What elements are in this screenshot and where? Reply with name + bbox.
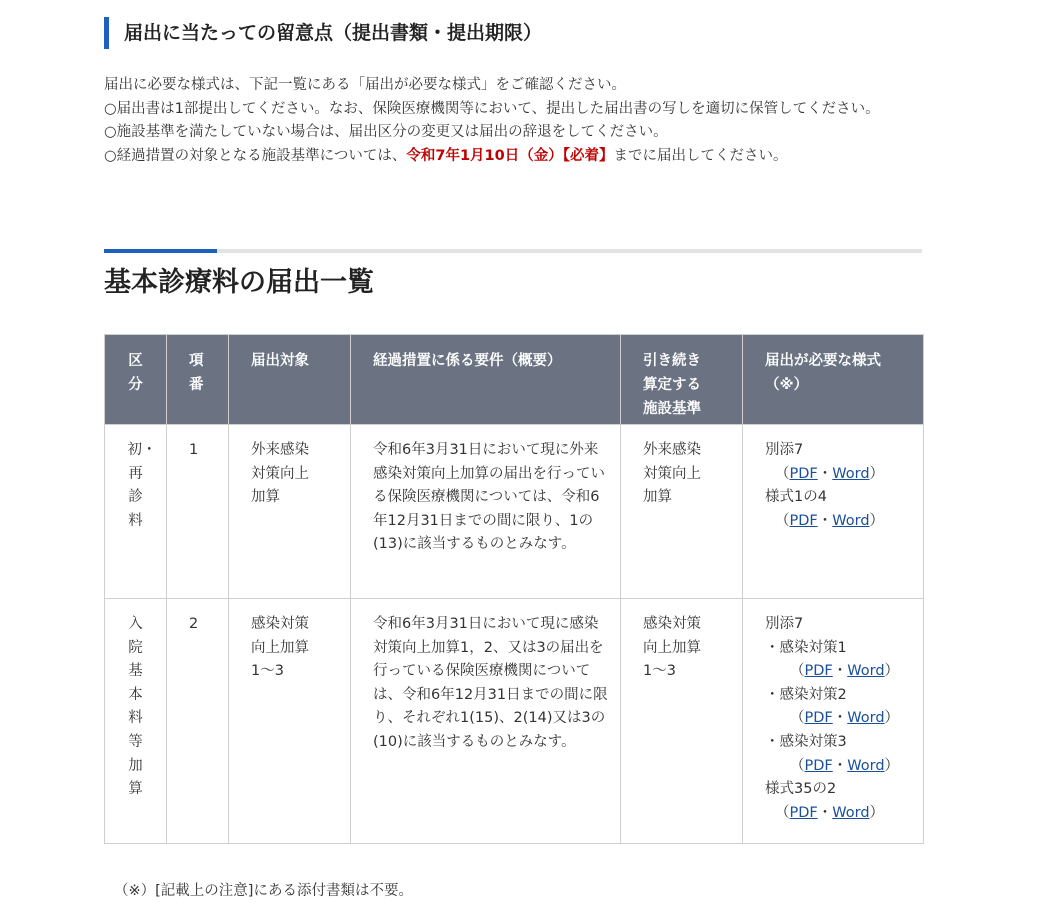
cell-target: 外来感染対策向上加算 [229, 425, 351, 599]
form-links: （PDF・Word） [790, 757, 900, 774]
form-links: （PDF・Word） [775, 804, 885, 821]
pdf-link[interactable]: PDF [789, 512, 818, 529]
filing-table [104, 334, 924, 844]
cell-forms [743, 599, 924, 844]
cell-requirement: 令和6年3月31日において現に外来感染対策向上加算の届出を行っている保険医療機関については、令和6年12月31日までの間に限り、1の(13)に該当するものとみなす。 [351, 425, 621, 599]
notice-line-4-pre: ○経過措置の対象となる施設基準については、 [104, 147, 407, 164]
header-no: 項番 [167, 335, 229, 425]
header-kubun: 区分 [105, 335, 167, 425]
form-links: （PDF・Word） [790, 710, 900, 727]
form-name: 別添7 [765, 442, 804, 458]
deadline-emphasis: 令和7年1月10日（金）【必着】 [406, 147, 614, 164]
cell-requirement: 令和6年3月31日において現に感染対策向上加算1，2、又は3の届出を行っている保険医療機関については、令和6年12月31日までの間に限り、それぞれ1(15)、2(14)又は3の(10)に該当するものとみなす。 [351, 599, 621, 844]
form-links: （PDF・Word） [775, 512, 885, 529]
header-forms: 届出が必要な様式（※） [743, 335, 924, 425]
word-link[interactable]: Word [847, 710, 885, 727]
header-requirement: 経過措置に係る要件（概要） [351, 335, 621, 425]
form-sub-name: ・感染対策1 [765, 639, 847, 656]
cell-no: 2 [167, 599, 229, 844]
section-title: 基本診療料の届出一覧 [104, 267, 374, 298]
notice-line-4-post: までに届出してください。 [613, 147, 788, 164]
header-target: 届出対象 [229, 335, 351, 425]
pdf-link[interactable]: PDF [804, 757, 833, 774]
form-name: 様式1の4 [765, 489, 827, 506]
notice-line-2: ○届出書は1部提出してください。なお、保険医療機関等において、提出した届出書の写しを適切に保管してください。 [104, 100, 880, 117]
cell-carryover: 外来感染対策向上加算 [621, 425, 743, 599]
form-name: 様式35の2 [765, 781, 837, 798]
form-links: （PDF・Word） [775, 465, 885, 482]
pdf-link[interactable]: PDF [789, 804, 818, 821]
footnote: （※）[記載上の注意]にある添付書類は不要。 [114, 883, 413, 899]
word-link[interactable]: Word [832, 804, 870, 821]
word-link[interactable]: Word [832, 512, 870, 529]
section-rule-accent [104, 249, 217, 253]
table-header-row [105, 335, 924, 425]
word-link[interactable]: Word [847, 663, 885, 680]
form-name: 別添7 [765, 616, 804, 632]
notice-line-3: ○施設基準を満たしていない場合は、届出区分の変更又は届出の辞退をしてください。 [104, 124, 668, 140]
form-sub-name: ・感染対策2 [765, 686, 847, 703]
form-sub-name: ・感染対策3 [765, 733, 847, 750]
pdf-link[interactable]: PDF [804, 663, 833, 680]
notice-line-4 [104, 145, 922, 169]
notice-text [104, 74, 922, 168]
pdf-link[interactable]: PDF [789, 465, 818, 482]
word-link[interactable]: Word [847, 757, 885, 774]
cell-forms [743, 425, 924, 599]
notice-heading: 届出に当たっての留意点（提出書類・提出期限） [104, 17, 542, 49]
word-link[interactable]: Word [832, 465, 870, 482]
pdf-link[interactable]: PDF [804, 710, 833, 727]
cell-target: 感染対策向上加算1～3 [229, 599, 351, 844]
cell-kubun: 初・再診料 [105, 425, 167, 599]
table-row [105, 425, 924, 599]
form-links: （PDF・Word） [790, 663, 900, 680]
cell-carryover: 感染対策向上加算1～3 [621, 599, 743, 844]
header-carryover: 引き続き算定する施設基準 [621, 335, 743, 425]
cell-kubun: 入院基本料等加算 [105, 599, 167, 844]
cell-no: 1 [167, 425, 229, 599]
section-rule [104, 249, 922, 253]
table-row [105, 599, 924, 844]
notice-line-1: 届出に必要な様式は、下記一覧にある「届出が必要な様式」をご確認ください。 [104, 77, 626, 93]
